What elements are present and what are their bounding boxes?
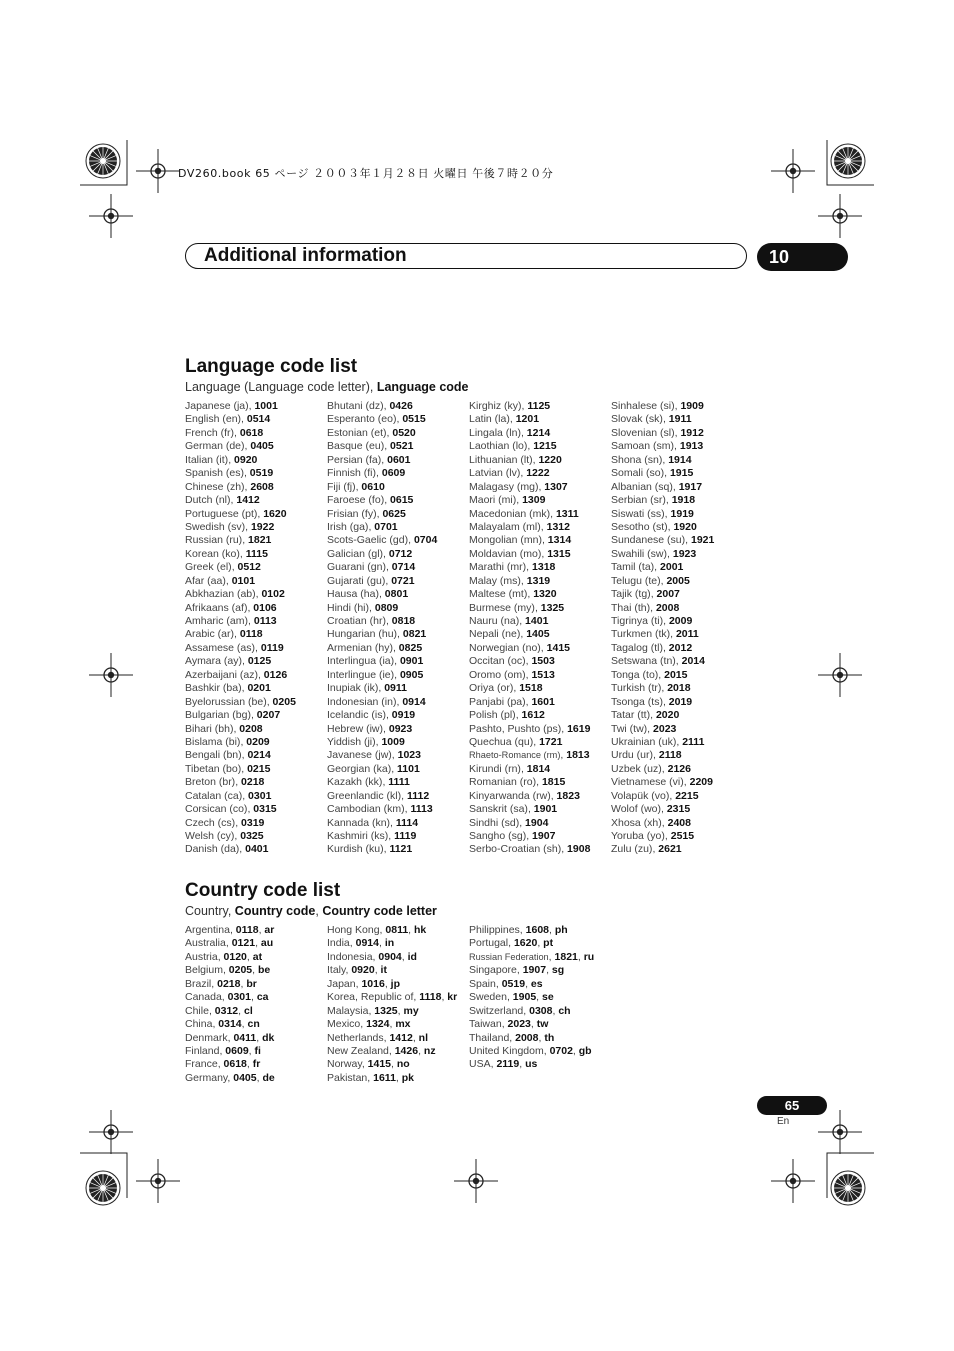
- language-entry: Serbo-Croatian (sh), 1908: [469, 843, 591, 856]
- language-entry: Wolof (wo), 2315: [611, 803, 691, 816]
- language-entry: Persian (fa), 0601: [327, 453, 411, 466]
- language-entry: Corsican (co), 0315: [185, 803, 277, 816]
- country-entry: Thailand, 2008, th: [469, 1031, 555, 1044]
- language-entry: Catalan (ca), 0301: [185, 789, 272, 802]
- language-entry: Abkhazian (ab), 0102: [185, 588, 285, 601]
- language-entry: Guarani (gn), 0714: [327, 561, 416, 574]
- crosshair-icon: [771, 149, 815, 193]
- crosshair-icon: [771, 1159, 815, 1203]
- country-entry: France, 0618, fr: [185, 1058, 261, 1071]
- language-entry: Azerbaijani (az), 0126: [185, 668, 288, 681]
- crosshair-icon: [818, 194, 862, 238]
- language-entry: Sinhalese (si), 1909: [611, 400, 704, 412]
- language-entry: Quechua (qu), 1721: [469, 735, 563, 748]
- country-entry: New Zealand, 1426, nz: [327, 1044, 436, 1057]
- language-entry: Zulu (zu), 2621: [611, 843, 682, 856]
- language-entry: Tamil (ta), 2001: [611, 561, 684, 574]
- language-entry: Bislama (bi), 0209: [185, 735, 270, 748]
- language-entry: Japanese (ja), 1001: [185, 400, 278, 412]
- language-entry: Kirghiz (ky), 1125: [469, 400, 551, 412]
- country-entry: Russian Federation, 1821, ru: [469, 950, 595, 963]
- language-entry: Tajik (tg), 2007: [611, 588, 680, 601]
- language-entry: Sindhi (sd), 1904: [469, 816, 549, 829]
- language-entry: Breton (br), 0218: [185, 776, 265, 789]
- language-entry: Malayalam (ml), 1312: [469, 520, 570, 533]
- language-entry: Samoan (sm), 1913: [611, 440, 704, 453]
- country-entry: Norway, 1415, no: [327, 1058, 410, 1071]
- language-entry: Italian (it), 0920: [185, 453, 258, 466]
- country-entry: Singapore, 1907, sg: [469, 964, 565, 977]
- language-entry: Malagasy (mg), 1307: [469, 480, 568, 493]
- language-entry: Turkish (tr), 2018: [611, 682, 691, 695]
- language-entry: Maltese (mt), 1320: [469, 588, 557, 601]
- language-entry: English (en), 0514: [185, 413, 271, 426]
- country-section-title: Country code list: [185, 880, 341, 901]
- language-entry: Faroese (fo), 0615: [327, 494, 414, 507]
- country-entry: Finland, 0609, fi: [185, 1044, 261, 1057]
- language-entry: Polish (pl), 1612: [469, 709, 545, 722]
- language-entry: Chinese (zh), 2608: [185, 480, 274, 493]
- chapter-number-badge: 10: [757, 243, 848, 271]
- crosshair-icon: [89, 653, 133, 697]
- language-entry: Arabic (ar), 0118: [185, 628, 263, 641]
- language-entry: Setswana (tn), 2014: [611, 655, 705, 668]
- crosshair-icon: [818, 653, 862, 697]
- country-entry: Austria, 0120, at: [185, 950, 263, 963]
- language-entry: Sangho (sg), 1907: [469, 830, 556, 842]
- language-entry: Frisian (fy), 0625: [327, 507, 406, 520]
- language-entry: Panjabi (pa), 1601: [469, 695, 555, 708]
- language-entry: Uzbek (uz), 2126: [611, 762, 691, 775]
- country-column: [469, 924, 594, 1072]
- country-section-subtitle: Country, Country code, Country code letter: [185, 904, 437, 918]
- country-entry: Italy, 0920, it: [327, 964, 387, 977]
- language-column: [469, 400, 590, 857]
- language-entry: Malay (ms), 1319: [469, 574, 551, 587]
- registration-star-icon: [86, 144, 120, 178]
- language-entry: Tonga (to), 2015: [611, 668, 688, 681]
- language-entry: Somali (so), 1915: [611, 467, 694, 480]
- language-entry: Inupiak (ik), 0911: [327, 682, 407, 695]
- crosshair-icon: [454, 1159, 498, 1203]
- language-entry: Galician (gl), 0712: [327, 547, 413, 560]
- country-entry: Sweden, 1905, se: [469, 991, 554, 1004]
- language-entry: Burmese (my), 1325: [469, 601, 565, 614]
- language-entry: Icelandic (is), 0919: [327, 709, 416, 722]
- country-entry: Korea, Republic of, 1118, kr: [327, 991, 458, 1004]
- language-entry: Afrikaans (af), 0106: [185, 601, 277, 614]
- country-entry: Japan, 1016, jp: [327, 977, 400, 990]
- language-entry: Byelorussian (be), 0205: [185, 695, 296, 708]
- language-entry: Interlingua (ia), 0901: [327, 655, 424, 668]
- language-entry: Spanish (es), 0519: [185, 467, 274, 480]
- language-entry: Serbian (sr), 1918: [611, 494, 696, 507]
- language-entry: Hausa (ha), 0801: [327, 588, 409, 601]
- crosshair-icon: [136, 149, 180, 193]
- language-entry: Estonian (et), 0520: [327, 426, 416, 439]
- language-entry: Tagalog (tl), 2012: [611, 641, 693, 654]
- language-entry: Marathi (mr), 1318: [469, 561, 556, 574]
- country-entry: Hong Kong, 0811, hk: [327, 924, 427, 936]
- registration-star-icon: [831, 144, 865, 178]
- language-section-subtitle: Language (Language code letter), Language code: [185, 380, 469, 394]
- language-entry: Assamese (as), 0119: [185, 641, 284, 654]
- language-entry: Hebrew (iw), 0923: [327, 722, 413, 735]
- language-entry: Aymara (ay), 0125: [185, 655, 272, 668]
- country-entry: Chile, 0312, cl: [185, 1004, 253, 1017]
- country-entry: Argentina, 0118, ar: [185, 924, 275, 936]
- language-entry: Fiji (fj), 0610: [327, 480, 385, 493]
- language-entry: Dutch (nl), 1412: [185, 494, 260, 507]
- country-entry: Switzerland, 0308, ch: [469, 1004, 571, 1017]
- language-entry: Oriya (or), 1518: [469, 682, 543, 695]
- language-entry: Portuguese (pt), 1620: [185, 507, 287, 520]
- country-column: [185, 924, 275, 1085]
- country-entry: Spain, 0519, es: [469, 977, 543, 990]
- language-entry: Turkmen (tk), 2011: [611, 628, 699, 641]
- language-entry: Macedonian (mk), 1311: [469, 507, 579, 520]
- language-entry: Ukrainian (uk), 2111: [611, 735, 705, 748]
- language-entry: German (de), 0405: [185, 440, 274, 453]
- country-entry: Malaysia, 1325, my: [327, 1004, 419, 1017]
- language-entry: Kannada (kn), 1114: [327, 816, 419, 829]
- language-entry: Sanskrit (sa), 1901: [469, 803, 558, 816]
- country-entry: China, 0314, cn: [185, 1018, 260, 1031]
- language-entry: Swedish (sv), 1922: [185, 520, 275, 533]
- language-entry: Finnish (fi), 0609: [327, 467, 406, 480]
- country-entry: Brazil, 0218, br: [185, 977, 257, 990]
- language-entry: Tibetan (bo), 0215: [185, 762, 271, 775]
- book-file-header: DV260.book 65 ページ ２００３年１月２８日 火曜日 午後７時２０分: [178, 167, 554, 180]
- country-entry: Australia, 0121, au: [185, 937, 274, 950]
- language-entry: Rhaeto-Romance (rm), 1813: [469, 749, 590, 762]
- language-entry: Latvian (lv), 1222: [469, 467, 550, 480]
- country-entry: United Kingdom, 0702, gb: [469, 1044, 592, 1057]
- language-entry: Romanian (ro), 1815: [469, 776, 566, 789]
- language-entry: Tsonga (ts), 2019: [611, 695, 693, 708]
- language-entry: Irish (ga), 0701: [327, 520, 398, 533]
- language-entry: Basque (eu), 0521: [327, 440, 414, 453]
- country-entry: Denmark, 0411, dk: [185, 1031, 275, 1044]
- language-entry: Kashmiri (ks), 1119: [327, 830, 417, 842]
- language-entry: Cambodian (km), 1113: [327, 803, 433, 816]
- language-entry: Norwegian (no), 1415: [469, 641, 570, 654]
- language-entry: Lingala (ln), 1214: [469, 426, 551, 439]
- language-entry: Sesotho (st), 1920: [611, 520, 697, 533]
- language-column: [185, 400, 296, 857]
- language-entry: Laothian (lo), 1215: [469, 440, 557, 453]
- language-entry: Occitan (oc), 1503: [469, 655, 555, 668]
- language-entry: Esperanto (eo), 0515: [327, 413, 426, 426]
- registration-star-icon: [831, 1171, 865, 1205]
- country-column: [327, 924, 457, 1085]
- chapter-title: Additional information: [204, 245, 407, 266]
- language-entry: Amharic (am), 0113: [185, 615, 277, 627]
- language-entry: Bulgarian (bg), 0207: [185, 709, 281, 722]
- page-language: En: [777, 1116, 790, 1127]
- language-entry: Korean (ko), 1115: [185, 547, 268, 560]
- language-entry: Thai (th), 2008: [611, 601, 680, 614]
- crosshair-icon: [818, 1110, 862, 1154]
- language-entry: Shona (sn), 1914: [611, 453, 692, 466]
- country-entry: Germany, 0405, de: [185, 1071, 275, 1084]
- country-entry: Mexico, 1324, mx: [327, 1018, 411, 1031]
- language-entry: Swahili (sw), 1923: [611, 547, 697, 560]
- language-entry: Bhutani (dz), 0426: [327, 400, 413, 412]
- language-entry: Kinyarwanda (rw), 1823: [469, 789, 580, 802]
- language-entry: Czech (cs), 0319: [185, 816, 265, 829]
- language-column: [327, 400, 437, 857]
- language-entry: Volapük (vo), 2215: [611, 789, 699, 802]
- language-entry: Scots-Gaelic (gd), 0704: [327, 534, 438, 547]
- crosshair-icon: [89, 1110, 133, 1154]
- language-entry: Albanian (sq), 1917: [611, 480, 703, 493]
- language-entry: Interlingue (ie), 0905: [327, 668, 424, 681]
- language-entry: Yiddish (ji), 1009: [327, 735, 405, 748]
- language-entry: Javanese (jw), 1023: [327, 749, 421, 762]
- country-entry: Taiwan, 2023, tw: [469, 1018, 549, 1031]
- language-entry: Telugu (te), 2005: [611, 574, 690, 587]
- country-entry: Netherlands, 1412, nl: [327, 1031, 429, 1044]
- page-number-badge: 65: [757, 1096, 827, 1115]
- language-entry: Gujarati (gu), 0721: [327, 574, 415, 587]
- language-entry: Bengali (bn), 0214: [185, 749, 271, 762]
- registration-star-icon: [86, 1171, 120, 1205]
- language-entry: Croatian (hr), 0818: [327, 615, 416, 627]
- country-entry: Indonesia, 0904, id: [327, 950, 417, 963]
- language-entry: Kurdish (ku), 1121: [327, 843, 413, 856]
- language-entry: Tatar (tt), 2020: [611, 709, 680, 722]
- language-entry: Greek (el), 0512: [185, 561, 261, 574]
- language-entry: Hindi (hi), 0809: [327, 601, 399, 614]
- language-entry: Danish (da), 0401: [185, 843, 269, 856]
- country-entry: Belgium, 0205, be: [185, 964, 271, 977]
- language-entry: Greenlandic (kl), 1112: [327, 789, 430, 802]
- language-entry: Bihari (bh), 0208: [185, 722, 263, 735]
- crosshair-icon: [89, 194, 133, 238]
- crosshair-icon: [136, 1159, 180, 1203]
- language-entry: Xhosa (xh), 2408: [611, 816, 691, 829]
- language-entry: Welsh (cy), 0325: [185, 830, 264, 842]
- language-entry: Nepali (ne), 1405: [469, 628, 550, 641]
- language-entry: Russian (ru), 1821: [185, 534, 272, 547]
- country-entry: Pakistan, 1611, pk: [327, 1071, 415, 1084]
- language-entry: Urdu (ur), 2118: [611, 749, 682, 762]
- language-entry: Kirundi (rn), 1814: [469, 762, 551, 775]
- language-entry: Pashto, Pushto (ps), 1619: [469, 722, 591, 735]
- language-column: [611, 400, 714, 857]
- language-entry: Afar (aa), 0101: [185, 574, 256, 587]
- language-entry: Twi (tw), 2023: [611, 722, 677, 735]
- language-entry: Nauru (na), 1401: [469, 615, 549, 627]
- country-entry: Canada, 0301, ca: [185, 991, 269, 1004]
- language-entry: Oromo (om), 1513: [469, 668, 555, 681]
- language-entry: Yoruba (yo), 2515: [611, 830, 695, 842]
- country-entry: India, 0914, in: [327, 937, 395, 950]
- language-entry: Moldavian (mo), 1315: [469, 547, 571, 560]
- language-section-title: Language code list: [185, 356, 358, 377]
- language-entry: Mongolian (mn), 1314: [469, 534, 572, 547]
- language-entry: Kazakh (kk), 1111: [327, 776, 410, 789]
- country-entry: Portugal, 1620, pt: [469, 937, 554, 950]
- language-entry: Vietnamese (vi), 2209: [611, 776, 713, 789]
- language-entry: Sundanese (su), 1921: [611, 534, 715, 547]
- country-entry: Philippines, 1608, ph: [469, 924, 568, 936]
- language-entry: Siswati (ss), 1919: [611, 507, 694, 520]
- language-entry: Tigrinya (ti), 2009: [611, 615, 693, 627]
- language-entry: Slovak (sk), 1911: [611, 413, 692, 426]
- language-entry: Armenian (hy), 0825: [327, 641, 423, 654]
- language-entry: Bashkir (ba), 0201: [185, 682, 271, 695]
- language-entry: Hungarian (hu), 0821: [327, 628, 427, 641]
- language-entry: French (fr), 0618: [185, 426, 264, 439]
- language-entry: Slovenian (sl), 1912: [611, 426, 704, 439]
- language-entry: Indonesian (in), 0914: [327, 695, 426, 708]
- language-entry: Lithuanian (lt), 1220: [469, 453, 562, 466]
- language-entry: Maori (mi), 1309: [469, 494, 546, 507]
- language-entry: Georgian (ka), 1101: [327, 762, 420, 775]
- language-entry: Latin (la), 1201: [469, 413, 540, 426]
- country-entry: USA, 2119, us: [469, 1058, 538, 1071]
